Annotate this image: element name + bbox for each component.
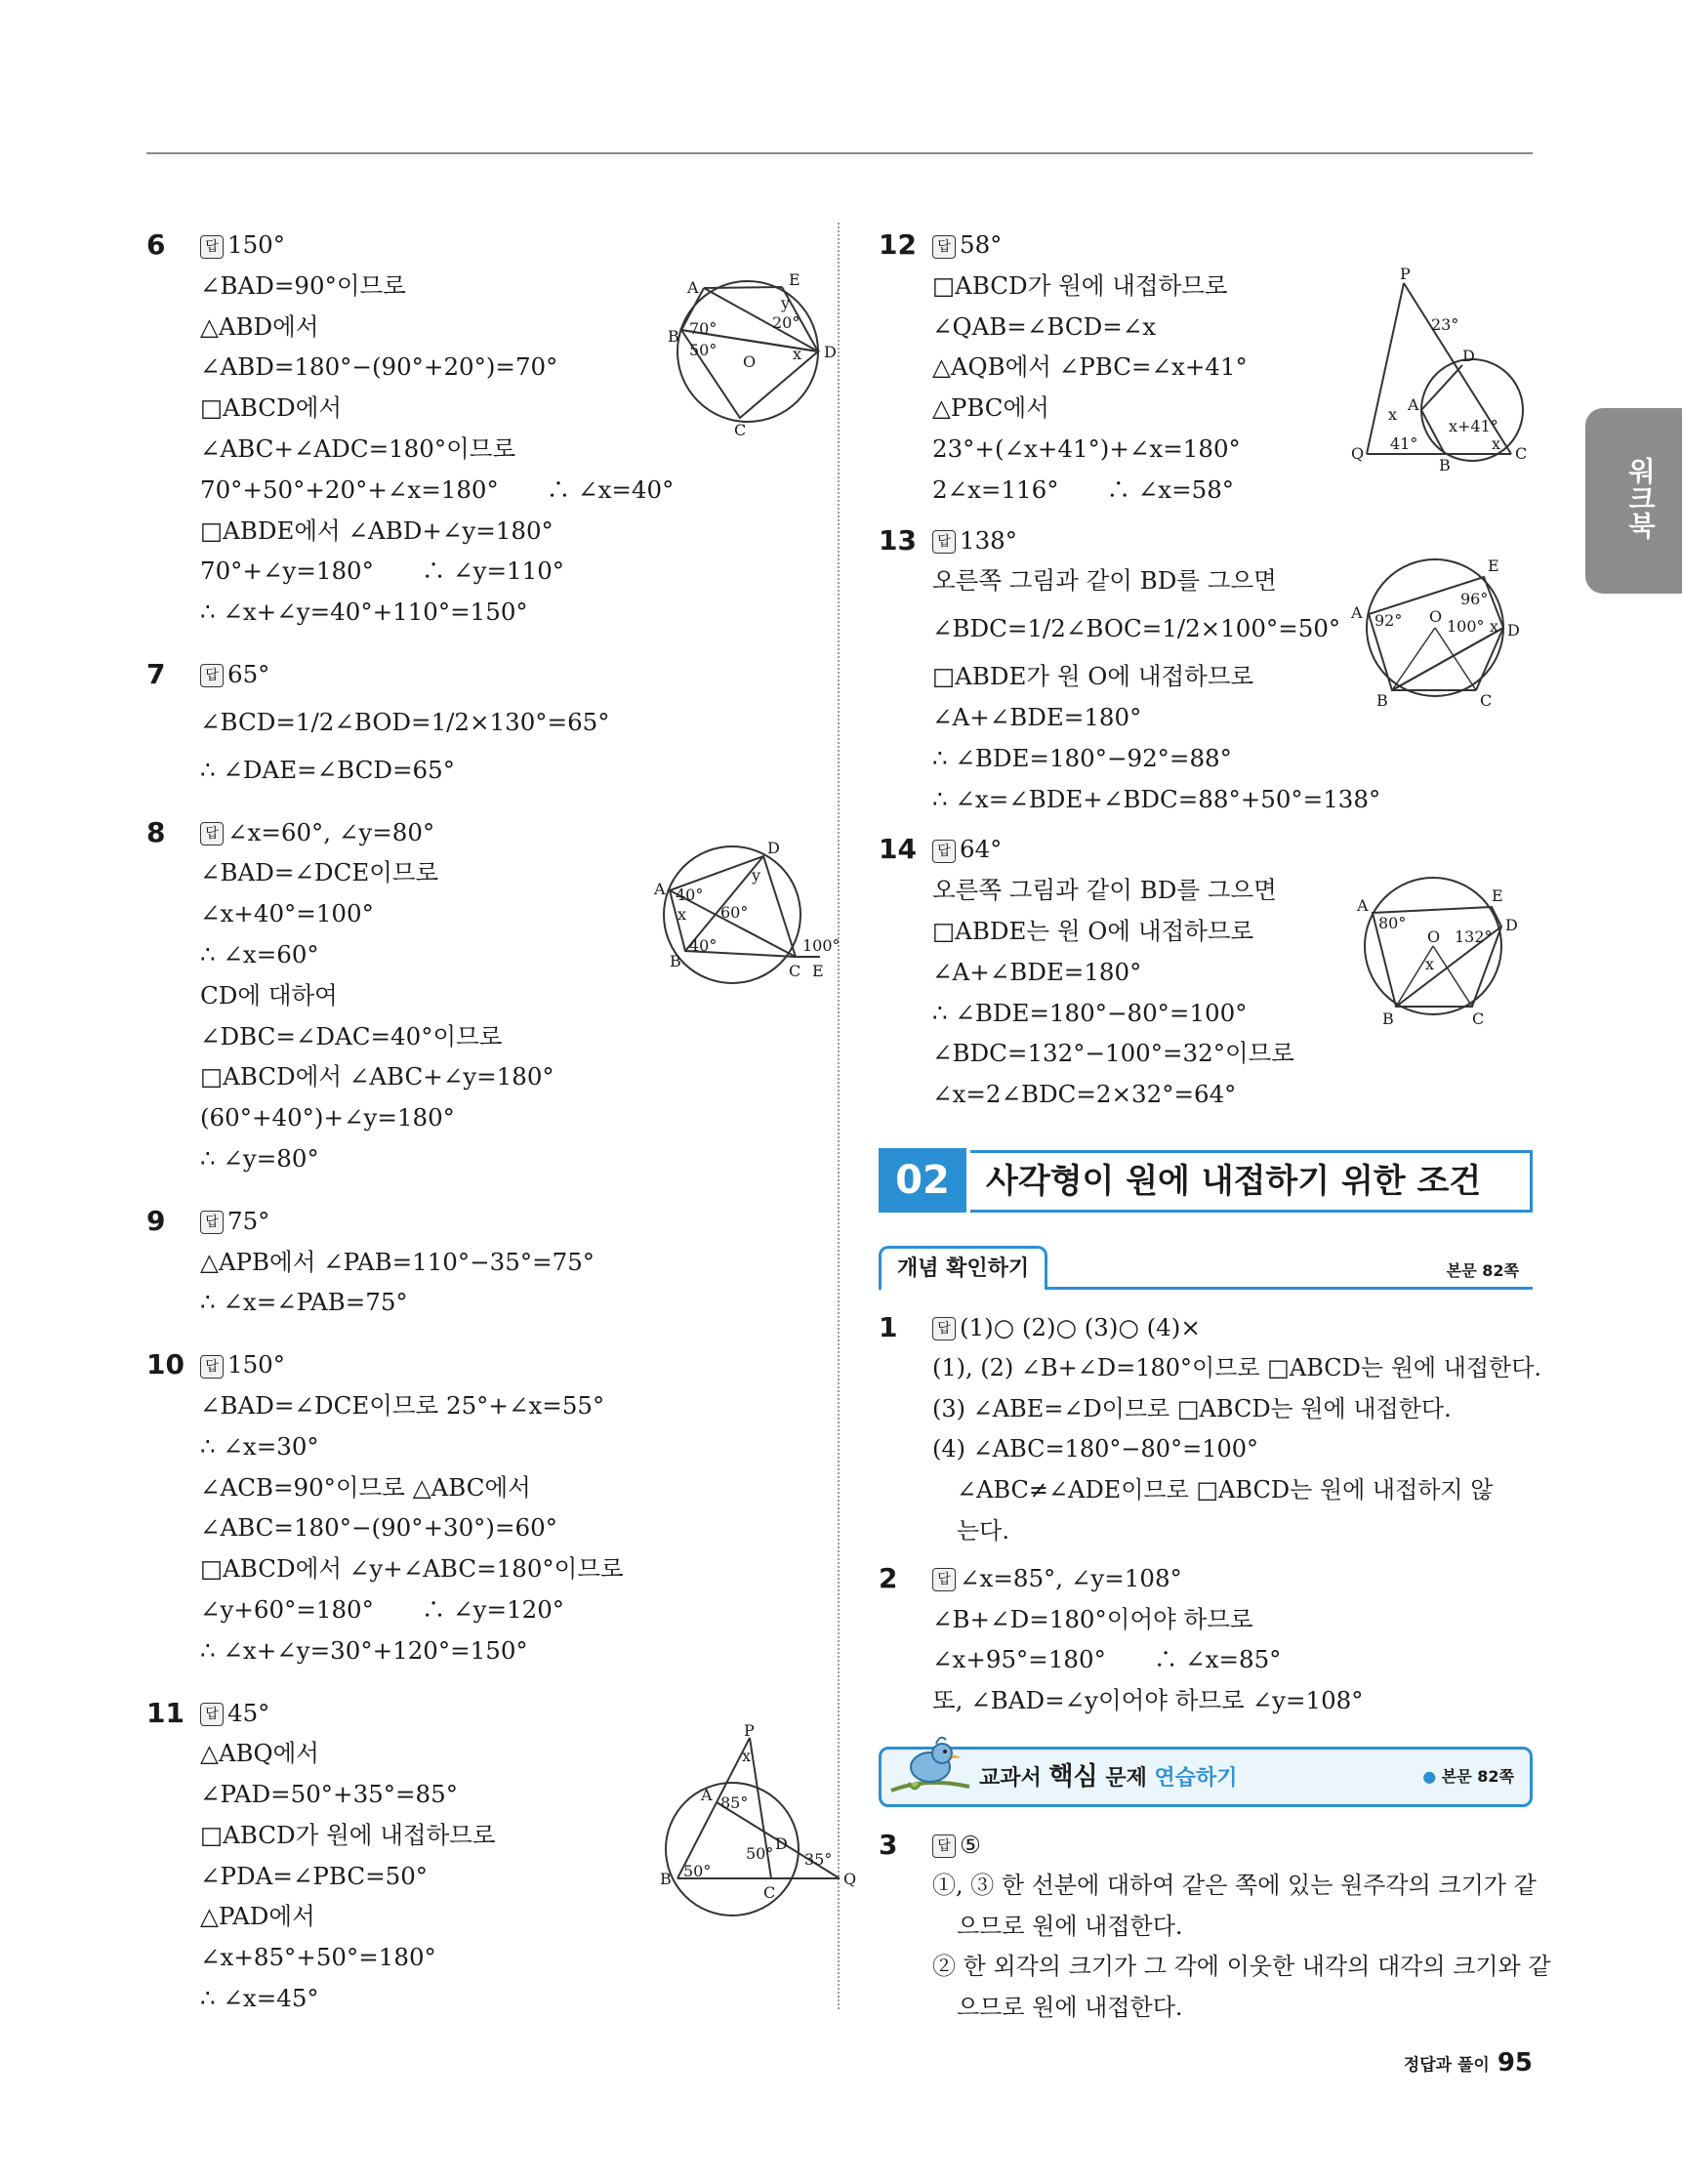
label-D: D [1462, 347, 1475, 365]
label-E: E [1492, 886, 1503, 906]
answer-value: 45° [227, 1698, 270, 1727]
solution-line: ∠PAD=50°+35°=85° [200, 1780, 458, 1809]
label-Q: Q [843, 1869, 857, 1888]
label-A: A [701, 1785, 713, 1804]
solution-line: (4) ∠ABC=180°−80°=100° [932, 1435, 1258, 1463]
footer-label: 정답과 풀이 [1403, 2055, 1490, 2076]
figure-14 [1347, 868, 1533, 1034]
answer-badge: 답 [200, 664, 224, 687]
label-E: E [789, 273, 800, 289]
solution-line: ∠x+85°+50°=180° [200, 1943, 436, 1972]
solution-line: ∴ ∠x+∠y=30°+120°=150° [200, 1635, 528, 1665]
solution-line: □ABCD가 원에 내접하므로 [932, 270, 1228, 300]
solution-line: □ABCD가 원에 내접하므로 [200, 1820, 496, 1849]
practice-title-highlight: 연습하기 [1154, 1765, 1238, 1791]
solution-line: ∠BAD=∠DCE이므로 [200, 858, 439, 887]
solution-line: 또, ∠BAD=∠y이어야 하므로 ∠y=108° [932, 1686, 1364, 1715]
circle [1421, 359, 1523, 461]
solution-line: 70°+50°+20°+∠x=180° ∴ ∠x=40° [200, 474, 675, 504]
answer-value: ∠x=60°, ∠y=80° [227, 817, 435, 846]
angle-label: x [742, 1746, 752, 1765]
solution-line: (60°+40°)+∠y=180° [200, 1103, 455, 1133]
figure-13 [1328, 550, 1533, 706]
answer-row [200, 1201, 810, 1242]
solution-line: ∠BAD=90°이므로 [200, 270, 406, 300]
workbook-side-tab[interactable] [1585, 408, 1682, 594]
answer-value: 150° [227, 1350, 286, 1380]
section-banner [879, 1148, 1533, 1213]
label-D: D [1507, 620, 1520, 639]
answer-row [200, 225, 810, 266]
problem-number: 10 [146, 1348, 185, 1381]
page-number: 95 [1497, 2048, 1533, 2078]
answer-badge: 답 [932, 1568, 956, 1591]
answer-row [932, 1558, 1533, 1599]
solution-line: ①, ③ 한 선분에 대하여 같은 쪽에 있는 원주각의 크기가 같 [932, 1871, 1537, 1899]
radius [1433, 946, 1472, 1007]
angle-label: 96° [1460, 589, 1489, 608]
angle-label: 80° [1378, 914, 1407, 933]
label-D: D [767, 841, 780, 857]
practice-ref-text: 본문 82쪽 [1441, 1766, 1514, 1786]
solution-line: ∠x+95°=180° ∴ ∠x=85° [932, 1645, 1282, 1674]
problem-number: 12 [879, 228, 917, 261]
answer-badge: 답 [932, 530, 956, 554]
edge [1476, 628, 1503, 690]
label-C: C [734, 421, 747, 439]
practice-header [879, 1747, 1533, 1807]
problem-number: 6 [146, 228, 166, 261]
solution-line: ∠ABD=180°−(90°+20°)=70° [200, 352, 558, 382]
answer-badge: 답 [200, 1211, 224, 1234]
solution-line: ∴ ∠x=60° [200, 939, 319, 968]
radius [1435, 628, 1476, 690]
solution-line: ∴ ∠y=80° [200, 1143, 319, 1173]
solution-line: ∠x=2∠BDC=2×32°=64° [932, 1080, 1237, 1109]
angle-label: 132° [1455, 927, 1493, 947]
solution-line: (1), (2) ∠B+∠D=180°이므로 □ABCD는 원에 내접한다. [932, 1353, 1542, 1381]
problem-13 [879, 520, 1533, 820]
label-B: B [1382, 1010, 1394, 1029]
answer-value: ⑤ [960, 1830, 981, 1859]
answer-row [932, 225, 1533, 266]
figure-14-svg [1347, 868, 1533, 1034]
solution-line: ∴ ∠BDE=180°−80°=100° [932, 998, 1248, 1027]
bird-icon [887, 1728, 975, 1802]
figure-12-svg [1347, 264, 1533, 478]
problem-6 [146, 225, 837, 633]
solution-line: ∴ ∠x=30° [200, 1431, 319, 1461]
solution-line: △ABQ에서 [200, 1739, 319, 1768]
problem-9 [146, 1201, 810, 1323]
answer-badge: 답 [932, 1317, 956, 1340]
solution-line: □ABCD에서 ∠y+∠ABC=180°이므로 [200, 1554, 624, 1584]
side-tab-label: 워크북 [1624, 457, 1657, 539]
answer-row [200, 654, 810, 695]
radius [1392, 628, 1435, 690]
answer-badge: 답 [200, 1703, 224, 1726]
solution-line: (3) ∠ABE=∠D이므로 □ABCD는 원에 내접한다. [932, 1394, 1452, 1422]
solution-line: ∴ ∠BDE=180°−92°=88° [932, 743, 1232, 772]
practice-ref [1422, 1750, 1514, 1804]
solution-line: ∠BCD=1/2∠BOD=1/2×130°=65° [200, 707, 610, 736]
angle-label: 60° [720, 902, 749, 922]
label-B: B [668, 327, 679, 346]
concept-problem-2 [879, 1558, 1533, 1721]
angle-label: 100° [802, 935, 841, 955]
bullet-icon: ● [1422, 1766, 1437, 1786]
problem-12 [879, 225, 1533, 511]
label-C: C [1480, 690, 1493, 706]
answer-value: 150° [227, 230, 286, 259]
solution-line: ∠A+∠BDE=180° [932, 957, 1142, 986]
angle-label: x+41° [1449, 417, 1498, 435]
label-A: A [1408, 395, 1419, 414]
edge [704, 287, 782, 288]
label-A: A [654, 879, 666, 898]
angle-label: 85° [720, 1793, 749, 1812]
concept-ref: 본문 82쪽 [1446, 1260, 1519, 1280]
concept-label: 개념 확인하기 [879, 1246, 1047, 1290]
solution-line: ∠BDC=1/2∠BOC=1/2×100°=50° [932, 614, 1341, 643]
label-A: A [1351, 602, 1363, 622]
solution-line: ∠PDA=∠PBC=50° [200, 1861, 429, 1890]
answer-badge: 답 [200, 235, 224, 259]
problem-number: 9 [146, 1204, 166, 1237]
section-number: 02 [879, 1148, 966, 1213]
right-column [879, 225, 1551, 2050]
section-title: 사각형이 원에 내접하기 위한 조건 [970, 1150, 1533, 1213]
angle-label: x [1425, 955, 1435, 974]
left-column [146, 225, 857, 2040]
angle-label: 50° [689, 341, 718, 359]
solution-line: ∠B+∠D=180°이어야 하므로 [932, 1604, 1253, 1633]
problem-11 [146, 1693, 857, 2019]
label-B: B [670, 951, 681, 970]
solution-line: ∠A+∠BDE=180° [932, 702, 1142, 731]
solution-line: ∠ACB=90°이므로 △ABC에서 [200, 1472, 531, 1502]
solution-line: △ABD에서 [200, 311, 319, 341]
label-A: A [1357, 896, 1369, 916]
edge [1421, 410, 1445, 454]
solution-line: ∠BDC=132°−100°=32°이므로 [932, 1039, 1294, 1068]
solution-line: 오른쪽 그림과 같이 BD를 그으면 [932, 566, 1277, 596]
label-O: O [743, 352, 757, 371]
angle-label: 23° [1431, 315, 1459, 334]
angle-label: 41° [1390, 434, 1418, 453]
solution-line: ∴ ∠x=∠BDE+∠BDC=88°+50°=138° [932, 784, 1381, 813]
label-C: C [763, 1882, 776, 1902]
problem-8 [146, 812, 841, 1179]
solution-line: 는다. [957, 1516, 1009, 1545]
solution-line: ∠y+60°=180° ∴ ∠y=120° [200, 1594, 565, 1624]
answer-badge: 답 [932, 235, 956, 259]
concept-header [879, 1242, 1533, 1290]
solution-line: ∴ ∠x+∠y=40°+110°=150° [200, 598, 528, 627]
chord-BD [1392, 628, 1503, 690]
figure-12 [1347, 264, 1533, 478]
solution-line: △PAD에서 [200, 1902, 315, 1931]
solution-line: △AQB에서 ∠PBC=∠x+41° [932, 352, 1248, 382]
label-P: P [744, 1721, 755, 1740]
answer-value: 58° [960, 230, 1003, 259]
solution-line: □ABDE에서 ∠ABD+∠y=180° [200, 515, 554, 545]
problem-10 [146, 1344, 810, 1670]
solution-line: ∠x+40°=100° [200, 899, 374, 928]
solution-line: CD에 대하여 [200, 980, 338, 1010]
problem-number: 1 [879, 1310, 898, 1343]
problem-number: 13 [879, 523, 917, 556]
label-B: B [1439, 456, 1451, 474]
solution-line: ∠BAD=∠DCE이므로 25°+∠x=55° [200, 1390, 605, 1420]
angle-label: x [1490, 616, 1499, 636]
label-D: D [1505, 916, 1518, 935]
label-D: D [824, 343, 837, 361]
solution-line: ∠DBC=∠DAC=40°이므로 [200, 1021, 503, 1051]
answer-value: ∠x=85°, ∠y=108° [960, 1563, 1182, 1592]
angle-label: x [1388, 405, 1398, 424]
angle-label: 70° [689, 319, 718, 338]
problem-7 [146, 654, 810, 791]
label-A: A [687, 278, 699, 297]
solution-line: ∠ABC+∠ADC=180°이므로 [200, 433, 516, 463]
solution-line: 으므로 원에 내접한다. [957, 1912, 1183, 1940]
problem-number: 11 [146, 1696, 185, 1729]
answer-row [932, 1825, 1533, 1866]
label-C: C [1472, 1010, 1485, 1029]
angle-label: 50° [746, 1843, 774, 1863]
angle-label: 20° [772, 313, 800, 332]
answer-badge: 답 [200, 822, 224, 845]
angle-label: 100° [1447, 616, 1485, 636]
answer-value: 64° [960, 835, 1003, 864]
practice-title [979, 1750, 1238, 1806]
solution-line: ② 한 외각의 크기가 그 각에 이웃한 내각의 대각의 크기와 같 [932, 1953, 1551, 1981]
concept-problem-1 [879, 1307, 1542, 1552]
label-C: C [1515, 444, 1528, 463]
answer-value: 75° [227, 1206, 270, 1235]
practice-problem-3 [879, 1825, 1551, 2029]
answer-value: (1)○ (2)○ (3)○ (4)× [960, 1312, 1201, 1341]
solution-line: ∴ ∠x=45° [200, 1984, 319, 2013]
angle-label: 40° [689, 935, 718, 955]
answer-row [932, 829, 1533, 870]
answer-value: 65° [227, 659, 270, 688]
angle-label: 50° [683, 1861, 712, 1880]
label-Q: Q [1351, 444, 1365, 463]
solution-line: 으므로 원에 내접한다. [957, 1994, 1183, 2022]
practice-title-part: 문제 [1097, 1765, 1155, 1791]
solution-line: △APB에서 ∠PAB=110°−35°=75° [200, 1247, 595, 1276]
angle-label: y [781, 294, 791, 312]
solution-line: □ABDE는 원 O에 내접하므로 [932, 916, 1254, 945]
problem-14 [879, 829, 1533, 1115]
problem-number: 3 [879, 1828, 898, 1861]
angle-label: 35° [804, 1849, 833, 1869]
answer-badge: 답 [932, 840, 956, 863]
solution-line: 2∠x=116° ∴ ∠x=58° [932, 474, 1235, 504]
angle-label: x [793, 345, 802, 363]
angle-label: y [752, 865, 761, 885]
answer-row [200, 1344, 810, 1385]
label-E: E [1488, 556, 1499, 575]
label-P: P [1400, 265, 1411, 283]
label-D: D [775, 1834, 788, 1853]
solution-line: □ABDE가 원 O에 내접하므로 [932, 662, 1254, 691]
angle-label: 40° [676, 885, 704, 904]
solution-line: ∠ABC≠∠ADE이므로 □ABCD는 원에 내접하지 않 [957, 1476, 1494, 1504]
solution-line: □ABCD에서 ∠ABC+∠y=180° [200, 1062, 554, 1092]
label-O: O [1427, 927, 1441, 947]
figure-13-svg [1328, 550, 1533, 706]
solution-line: ∠QAB=∠BCD=∠x [932, 311, 1157, 341]
solution-line: ∴ ∠DAE=∠BCD=65° [200, 755, 455, 784]
problem-number: 14 [879, 833, 917, 866]
label-E: E [812, 961, 824, 980]
angle-label: 92° [1374, 610, 1403, 630]
label-C: C [789, 961, 801, 980]
solution-line: 23°+(∠x+41°)+∠x=180° [932, 433, 1241, 463]
problem-number: 2 [879, 1561, 898, 1594]
top-rule [146, 152, 1533, 154]
solution-line: △PBC에서 [932, 393, 1049, 423]
practice-title-core: 핵심 [1048, 1761, 1098, 1792]
angle-label: x [677, 904, 687, 924]
edge [1367, 283, 1404, 454]
solution-line: 오른쪽 그림과 같이 BD를 그으면 [932, 876, 1277, 905]
label-O: O [1429, 606, 1443, 626]
label-B: B [660, 1869, 672, 1888]
solution-line: 70°+∠y=180° ∴ ∠y=110° [200, 556, 565, 586]
solution-line: ∠ABC=180°−(90°+30°)=60° [200, 1513, 557, 1543]
answer-row [932, 1307, 1533, 1348]
problem-number: 7 [146, 657, 166, 690]
answer-badge: 답 [932, 1834, 956, 1858]
page-footer [1404, 2048, 1533, 2078]
label-B: B [1376, 690, 1388, 706]
angle-label: x [1492, 434, 1501, 453]
answer-value: 138° [960, 525, 1018, 555]
answer-badge: 답 [200, 1355, 224, 1379]
solution-line: ∴ ∠x=∠PAB=75° [200, 1288, 408, 1317]
problem-number: 8 [146, 815, 166, 848]
practice-title-part: 교과서 [979, 1765, 1049, 1791]
solution-line: □ABCD에서 [200, 393, 343, 423]
